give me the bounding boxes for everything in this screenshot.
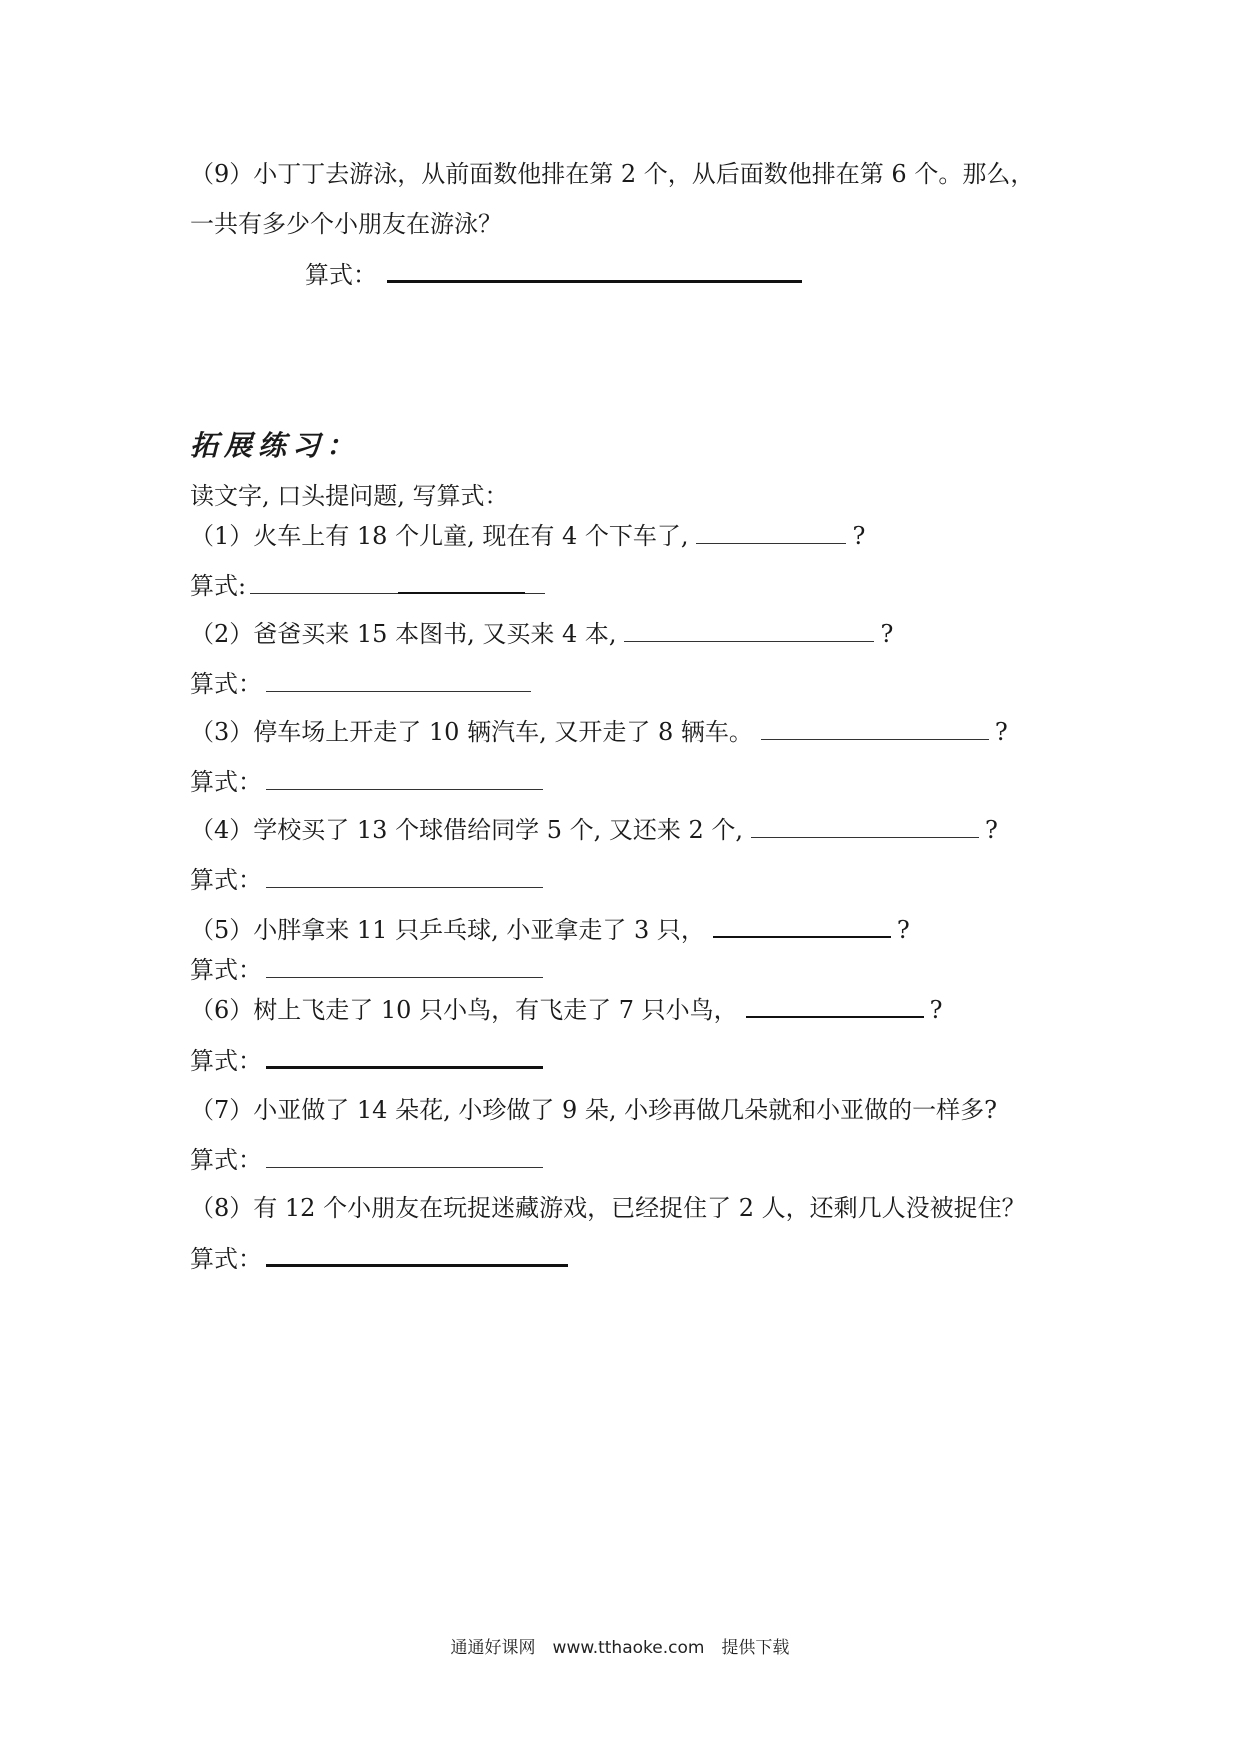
formula-label: 算式： <box>190 670 262 698</box>
formula-label: 算式： <box>190 956 262 984</box>
question-blank[interactable] <box>696 523 846 544</box>
formula-row-6 <box>190 1044 543 1077</box>
answer-blank[interactable] <box>398 572 525 594</box>
question-6: （6）树上飞走了 10 只小鸟，有飞走了 7 只小鸟， ? <box>190 996 943 1024</box>
formula-row-4 <box>190 864 543 896</box>
formula-label: 算式： <box>305 261 377 289</box>
question-3: （3）停车场上开走了 10 辆汽车, 又开走了 8 辆车。 ? <box>190 718 1008 746</box>
formula-label: 算式： <box>190 768 262 796</box>
question-blank[interactable] <box>751 817 979 838</box>
question-1: （1）火车上有 18 个儿童, 现在有 4 个下车了, ? <box>190 522 866 550</box>
answer-blank[interactable] <box>266 1044 543 1069</box>
answer-blank[interactable] <box>525 573 545 594</box>
question-4: （4）学校买了 13 个球借给同学 5 个, 又还来 2 个, ? <box>190 816 998 844</box>
formula-row-1 <box>190 570 545 602</box>
question-2: （2）爸爸买来 15 本图书, 又买来 4 本, ? <box>190 620 894 648</box>
section-title: 拓展练习： <box>190 429 361 462</box>
question-blank[interactable] <box>746 996 924 1018</box>
formula-row-5 <box>190 954 543 986</box>
question-blank[interactable] <box>713 916 891 938</box>
answer-blank[interactable] <box>266 769 543 790</box>
question-blank[interactable] <box>624 621 874 642</box>
answer-blank[interactable] <box>266 1242 568 1267</box>
q9-line-2: 一共有多少个小朋友在游泳？ <box>190 210 502 238</box>
formula-label: 算式： <box>190 1146 262 1174</box>
formula-label: 算式： <box>190 1047 262 1075</box>
instruction-text: 读文字, 口头提问题, 写算式： <box>190 482 509 510</box>
q9-formula-row <box>305 258 802 291</box>
formula-row-8 <box>190 1242 568 1275</box>
question-7: （7）小亚做了 14 朵花, 小珍做了 9 朵, 小珍再做几朵就和小亚做的一样多? <box>190 1096 997 1124</box>
formula-label: 算式： <box>190 866 262 894</box>
formula-label: 算式: <box>190 572 247 600</box>
formula-label: 算式： <box>190 1245 262 1273</box>
q9-line-1: （9）小丁丁去游泳，从前面数他排在第 2 个，从后面数他排在第 6 个。那么， <box>190 160 1035 188</box>
formula-row-2 <box>190 668 531 700</box>
answer-blank[interactable] <box>387 258 802 283</box>
question-blank[interactable] <box>761 719 989 740</box>
answer-blank[interactable] <box>266 1147 543 1168</box>
footer-credit: 通通好课网 www.tthaoke.com 提供下载 <box>450 1638 790 1658</box>
question-8: （8）有 12 个小朋友在玩捉迷藏游戏，已经捉住了 2 人，还剩几人没被捉住？ <box>190 1194 1026 1222</box>
answer-blank[interactable] <box>266 957 543 978</box>
answer-blank[interactable] <box>266 671 531 692</box>
answer-blank[interactable] <box>250 573 398 594</box>
formula-row-3 <box>190 766 543 798</box>
formula-row-7 <box>190 1144 543 1176</box>
answer-blank[interactable] <box>266 867 543 888</box>
question-5: （5）小胖拿来 11 只乒乓球, 小亚拿走了 3 只， ? <box>190 916 910 944</box>
